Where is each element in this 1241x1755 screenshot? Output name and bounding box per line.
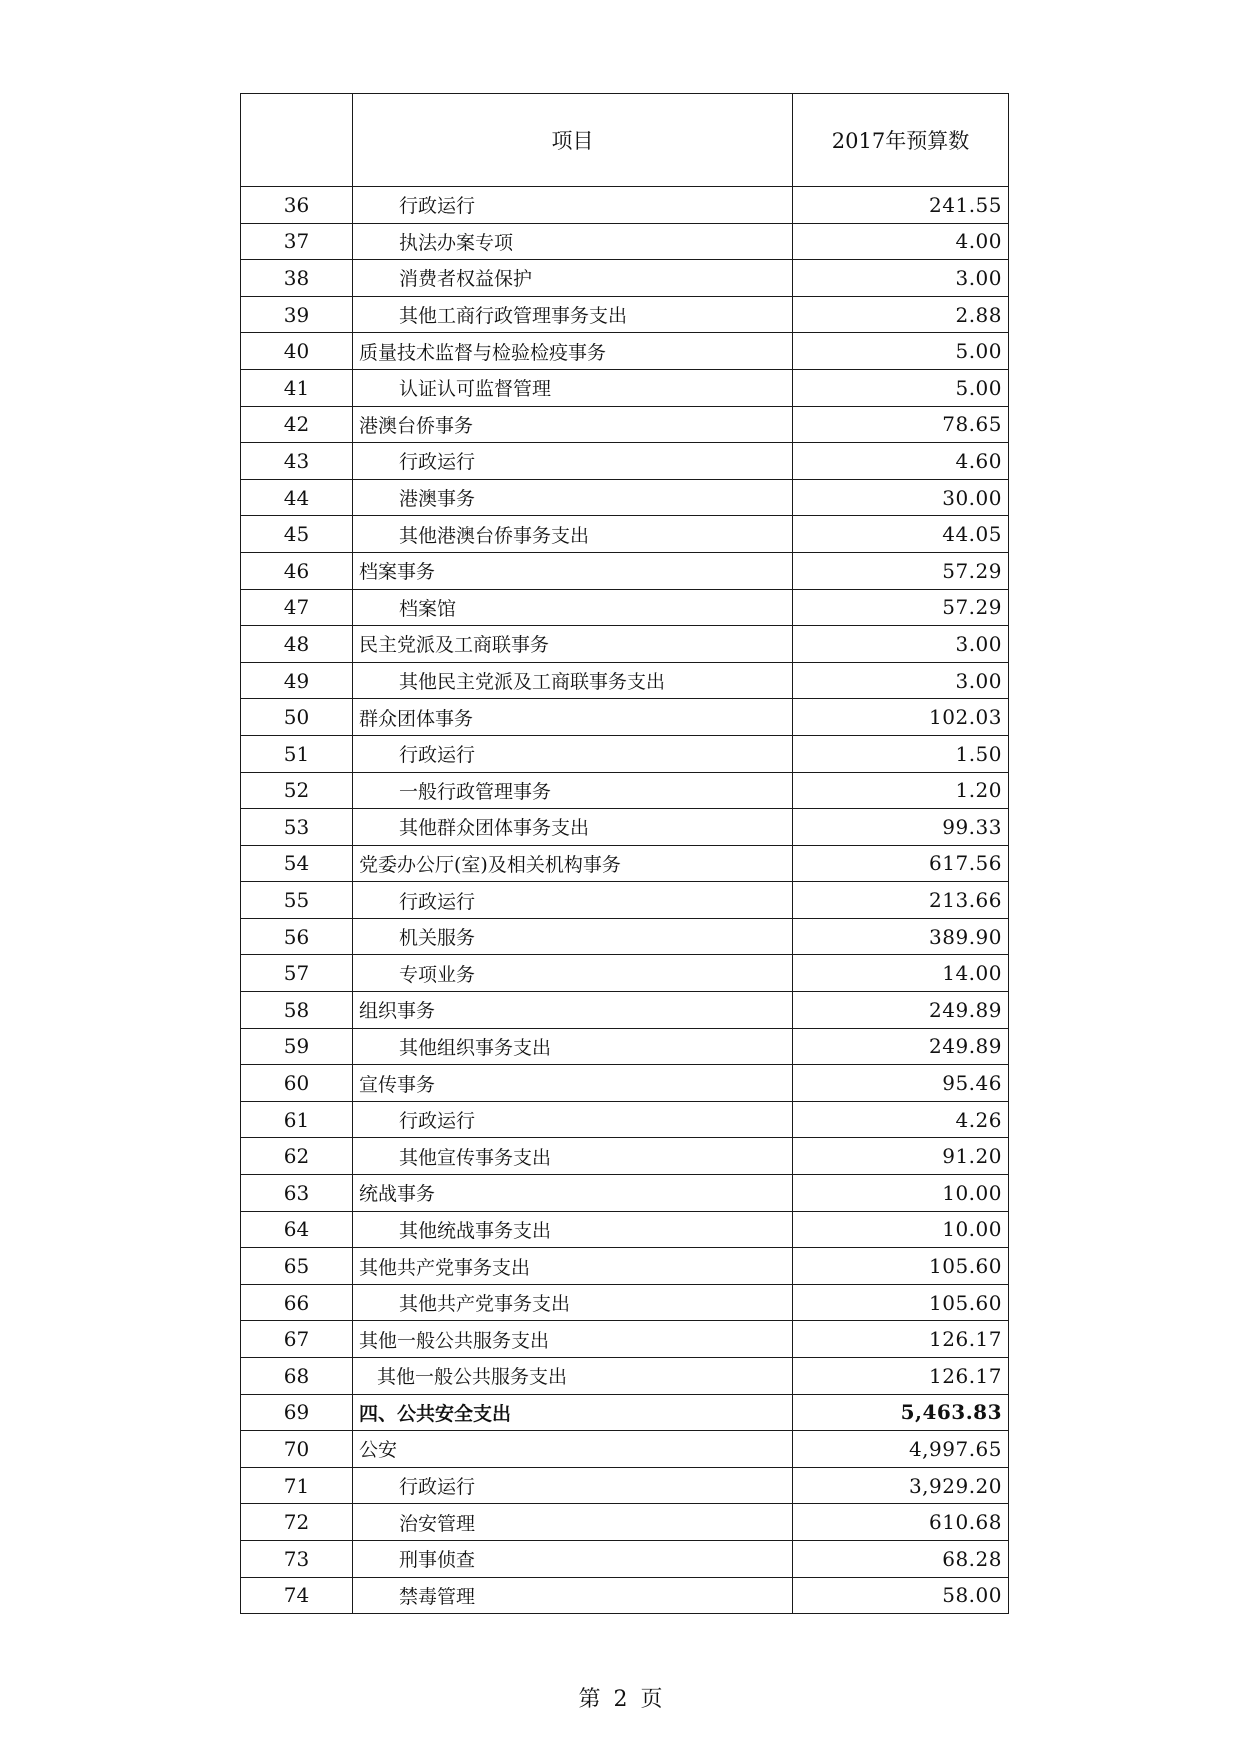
row-number-cell: 36 — [241, 187, 353, 224]
row-item-cell: 群众团体事务 — [353, 699, 793, 736]
row-item-cell: 其他工商行政管理事务支出 — [353, 296, 793, 333]
table-row — [241, 479, 1009, 516]
row-amount-cell: 5.00 — [793, 369, 1009, 406]
row-item-cell: 其他港澳台侨事务支出 — [353, 516, 793, 553]
row-amount-cell: 2.88 — [793, 296, 1009, 333]
table-row — [241, 1065, 1009, 1102]
row-number-cell: 66 — [241, 1284, 353, 1321]
table-row — [241, 223, 1009, 260]
row-amount-cell: 105.60 — [793, 1248, 1009, 1285]
row-number-cell: 38 — [241, 260, 353, 297]
table-row — [241, 296, 1009, 333]
row-number-cell: 57 — [241, 955, 353, 992]
row-number-cell: 48 — [241, 626, 353, 663]
row-item-cell: 港澳事务 — [353, 479, 793, 516]
table-row — [241, 955, 1009, 992]
row-number-cell: 58 — [241, 992, 353, 1029]
row-number-cell: 56 — [241, 918, 353, 955]
row-item-cell: 其他民主党派及工商联事务支出 — [353, 662, 793, 699]
table-row — [241, 735, 1009, 772]
row-number-cell: 65 — [241, 1248, 353, 1285]
row-amount-cell: 68.28 — [793, 1540, 1009, 1577]
row-number-cell: 74 — [241, 1577, 353, 1614]
row-amount-cell: 213.66 — [793, 882, 1009, 919]
table-row — [241, 552, 1009, 589]
row-amount-cell: 4.60 — [793, 443, 1009, 480]
row-amount-cell: 126.17 — [793, 1321, 1009, 1358]
row-amount-cell: 91.20 — [793, 1138, 1009, 1175]
row-number-cell: 62 — [241, 1138, 353, 1175]
row-number-cell: 44 — [241, 479, 353, 516]
row-item-cell: 其他共产党事务支出 — [353, 1248, 793, 1285]
row-amount-cell: 57.29 — [793, 589, 1009, 626]
row-item-cell: 执法办案专项 — [353, 223, 793, 260]
row-number-cell: 64 — [241, 1211, 353, 1248]
row-item-cell: 其他组织事务支出 — [353, 1028, 793, 1065]
header-item-cell: 项目 — [353, 94, 793, 187]
row-amount-cell: 58.00 — [793, 1577, 1009, 1614]
row-amount-cell: 10.00 — [793, 1211, 1009, 1248]
row-amount-cell: 30.00 — [793, 479, 1009, 516]
row-item-cell: 质量技术监督与检验检疫事务 — [353, 333, 793, 370]
row-item-cell: 民主党派及工商联事务 — [353, 626, 793, 663]
row-item-cell: 档案馆 — [353, 589, 793, 626]
row-item-cell: 行政运行 — [353, 735, 793, 772]
row-number-cell: 54 — [241, 845, 353, 882]
row-item-cell: 禁毒管理 — [353, 1577, 793, 1614]
table-row — [241, 1540, 1009, 1577]
row-number-cell: 59 — [241, 1028, 353, 1065]
row-number-cell: 70 — [241, 1431, 353, 1468]
table-row — [241, 1284, 1009, 1321]
row-item-cell: 机关服务 — [353, 918, 793, 955]
row-amount-cell: 1.20 — [793, 772, 1009, 809]
row-item-cell: 档案事务 — [353, 552, 793, 589]
table-row — [241, 1211, 1009, 1248]
row-item-cell: 认证认可监督管理 — [353, 369, 793, 406]
row-amount-cell: 10.00 — [793, 1175, 1009, 1212]
row-item-cell: 党委办公厅(室)及相关机构事务 — [353, 845, 793, 882]
row-number-cell: 68 — [241, 1358, 353, 1395]
table-row — [241, 1028, 1009, 1065]
row-amount-cell: 5.00 — [793, 333, 1009, 370]
table-row — [241, 260, 1009, 297]
row-number-cell: 37 — [241, 223, 353, 260]
row-amount-cell: 57.29 — [793, 552, 1009, 589]
row-number-cell: 49 — [241, 662, 353, 699]
row-item-cell: 行政运行 — [353, 1101, 793, 1138]
table-row — [241, 1431, 1009, 1468]
row-amount-cell: 4.00 — [793, 223, 1009, 260]
row-item-cell: 公安 — [353, 1431, 793, 1468]
row-amount-cell: 610.68 — [793, 1504, 1009, 1541]
table-row — [241, 882, 1009, 919]
table-row — [241, 406, 1009, 443]
table-row — [241, 443, 1009, 480]
row-amount-cell: 249.89 — [793, 1028, 1009, 1065]
table-row — [241, 1175, 1009, 1212]
page-number: 第 2 页 — [578, 1687, 663, 1712]
row-amount-cell: 126.17 — [793, 1358, 1009, 1395]
row-amount-cell: 102.03 — [793, 699, 1009, 736]
table-row — [241, 1577, 1009, 1614]
row-amount-cell: 95.46 — [793, 1065, 1009, 1102]
table-row — [241, 1358, 1009, 1395]
row-number-cell: 71 — [241, 1467, 353, 1504]
row-amount-cell: 3.00 — [793, 260, 1009, 297]
row-number-cell: 61 — [241, 1101, 353, 1138]
row-number-cell: 55 — [241, 882, 353, 919]
row-item-cell: 专项业务 — [353, 955, 793, 992]
row-number-cell: 41 — [241, 369, 353, 406]
row-amount-cell: 5,463.83 — [793, 1394, 1009, 1431]
row-item-cell: 其他宣传事务支出 — [353, 1138, 793, 1175]
row-number-cell: 45 — [241, 516, 353, 553]
row-amount-cell: 617.56 — [793, 845, 1009, 882]
row-item-cell: 四、公共安全支出 — [353, 1394, 793, 1431]
row-item-cell: 其他一般公共服务支出 — [353, 1358, 793, 1395]
row-item-cell: 宣传事务 — [353, 1065, 793, 1102]
row-amount-cell: 4.26 — [793, 1101, 1009, 1138]
row-number-cell: 51 — [241, 735, 353, 772]
row-amount-cell: 3.00 — [793, 662, 1009, 699]
row-number-cell: 40 — [241, 333, 353, 370]
row-item-cell: 行政运行 — [353, 882, 793, 919]
table-row — [241, 333, 1009, 370]
row-number-cell: 46 — [241, 552, 353, 589]
table-row — [241, 589, 1009, 626]
row-number-cell: 52 — [241, 772, 353, 809]
table-row — [241, 187, 1009, 224]
table-row — [241, 918, 1009, 955]
table-row — [241, 845, 1009, 882]
row-item-cell: 行政运行 — [353, 1467, 793, 1504]
table-body — [241, 187, 1009, 1614]
table-row — [241, 1504, 1009, 1541]
table-row — [241, 1138, 1009, 1175]
row-item-cell: 一般行政管理事务 — [353, 772, 793, 809]
row-number-cell: 73 — [241, 1540, 353, 1577]
row-amount-cell: 389.90 — [793, 918, 1009, 955]
row-amount-cell: 14.00 — [793, 955, 1009, 992]
row-item-cell: 行政运行 — [353, 443, 793, 480]
table-row — [241, 992, 1009, 1029]
row-amount-cell: 4,997.65 — [793, 1431, 1009, 1468]
row-amount-cell: 249.89 — [793, 992, 1009, 1029]
row-number-cell: 53 — [241, 809, 353, 846]
budget-table — [240, 93, 1009, 1614]
row-item-cell: 刑事侦查 — [353, 1540, 793, 1577]
table-row — [241, 1321, 1009, 1358]
row-number-cell: 47 — [241, 589, 353, 626]
row-amount-cell: 44.05 — [793, 516, 1009, 553]
row-number-cell: 42 — [241, 406, 353, 443]
row-amount-cell: 3.00 — [793, 626, 1009, 663]
header-number-cell — [241, 94, 353, 187]
table-row — [241, 772, 1009, 809]
row-item-cell: 组织事务 — [353, 992, 793, 1029]
row-item-cell: 其他统战事务支出 — [353, 1211, 793, 1248]
table-row — [241, 809, 1009, 846]
row-item-cell: 治安管理 — [353, 1504, 793, 1541]
row-amount-cell: 99.33 — [793, 809, 1009, 846]
row-number-cell: 63 — [241, 1175, 353, 1212]
table-row — [241, 1394, 1009, 1431]
row-amount-cell: 241.55 — [793, 187, 1009, 224]
table-row — [241, 662, 1009, 699]
table-header-row — [241, 94, 1009, 187]
row-item-cell: 其他一般公共服务支出 — [353, 1321, 793, 1358]
row-number-cell: 67 — [241, 1321, 353, 1358]
row-item-cell: 消费者权益保护 — [353, 260, 793, 297]
table-row — [241, 1248, 1009, 1285]
table-row — [241, 1101, 1009, 1138]
table-row — [241, 369, 1009, 406]
row-number-cell: 60 — [241, 1065, 353, 1102]
row-amount-cell: 105.60 — [793, 1284, 1009, 1321]
row-item-cell: 其他共产党事务支出 — [353, 1284, 793, 1321]
header-amount-cell: 2017年预算数 — [793, 94, 1009, 187]
table-row — [241, 626, 1009, 663]
table-row — [241, 1467, 1009, 1504]
row-amount-cell: 78.65 — [793, 406, 1009, 443]
row-number-cell: 72 — [241, 1504, 353, 1541]
row-amount-cell: 3,929.20 — [793, 1467, 1009, 1504]
row-item-cell: 统战事务 — [353, 1175, 793, 1212]
row-number-cell: 43 — [241, 443, 353, 480]
row-item-cell: 港澳台侨事务 — [353, 406, 793, 443]
row-number-cell: 39 — [241, 296, 353, 333]
row-amount-cell: 1.50 — [793, 735, 1009, 772]
row-number-cell: 69 — [241, 1394, 353, 1431]
table-row — [241, 516, 1009, 553]
table-row — [241, 699, 1009, 736]
row-item-cell: 其他群众团体事务支出 — [353, 809, 793, 846]
row-item-cell: 行政运行 — [353, 187, 793, 224]
row-number-cell: 50 — [241, 699, 353, 736]
